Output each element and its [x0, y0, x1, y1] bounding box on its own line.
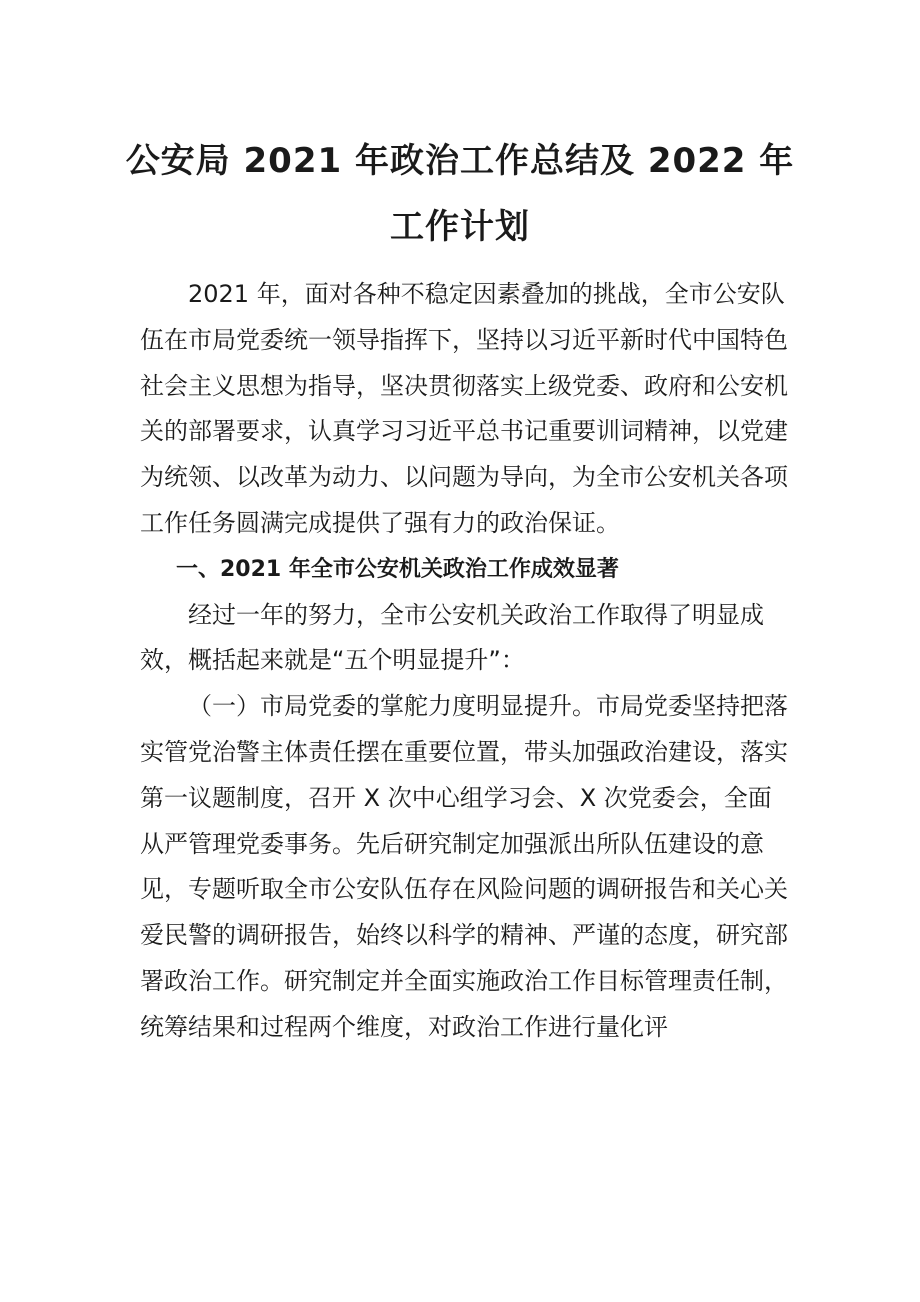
document-body [140, 272, 790, 1051]
summary-paragraph: 经过一年的努力，全市公安机关政治工作取得了明显成效，概括起来就是“五个明显提升”： [140, 600, 764, 675]
intro-paragraph: 2021 年，面对各种不稳定因素叠加的挑战，全市公安队伍在市局党委统一领导指挥下，坚持以习近平新时代中国特色社会主义思想为指导，坚决贯彻落实上级党委、政府和公安机关的部署要求，认真学习习近平总书记重要训词精神，以党建为统领、以改革为动力、以问题为导向，为全市公安机关各项工作任务圆满完成提供了强有力的政治保证。 [140, 280, 788, 537]
section-heading: 一、2021 年全市公安机关政治工作成效显著 [176, 556, 619, 582]
document-title: 公安局 2021 年政治工作总结及 2022 年工作计划 [125, 141, 795, 247]
subsection-paragraph: （一）市局党委的掌舵力度明显提升。市局党委坚持把落实管党治警主体责任摆在重要位置，带头加强政治建设，落实第一议题制度，召开 X 次中心组学习会、X 次党委会，全面从严管理党委事务。先后研究制定加强派出所队伍建设的意见，专题听取全市公安队伍存在风险问题的调研报告和关心关爱民警的调研报告，始终以科学的精神、严谨的态度，研究部署政治工作。研究制定并全面实施政治工作目标管理责任制，统筹结果和过程两个维度，对政治工作进行量化评 [140, 692, 788, 1041]
